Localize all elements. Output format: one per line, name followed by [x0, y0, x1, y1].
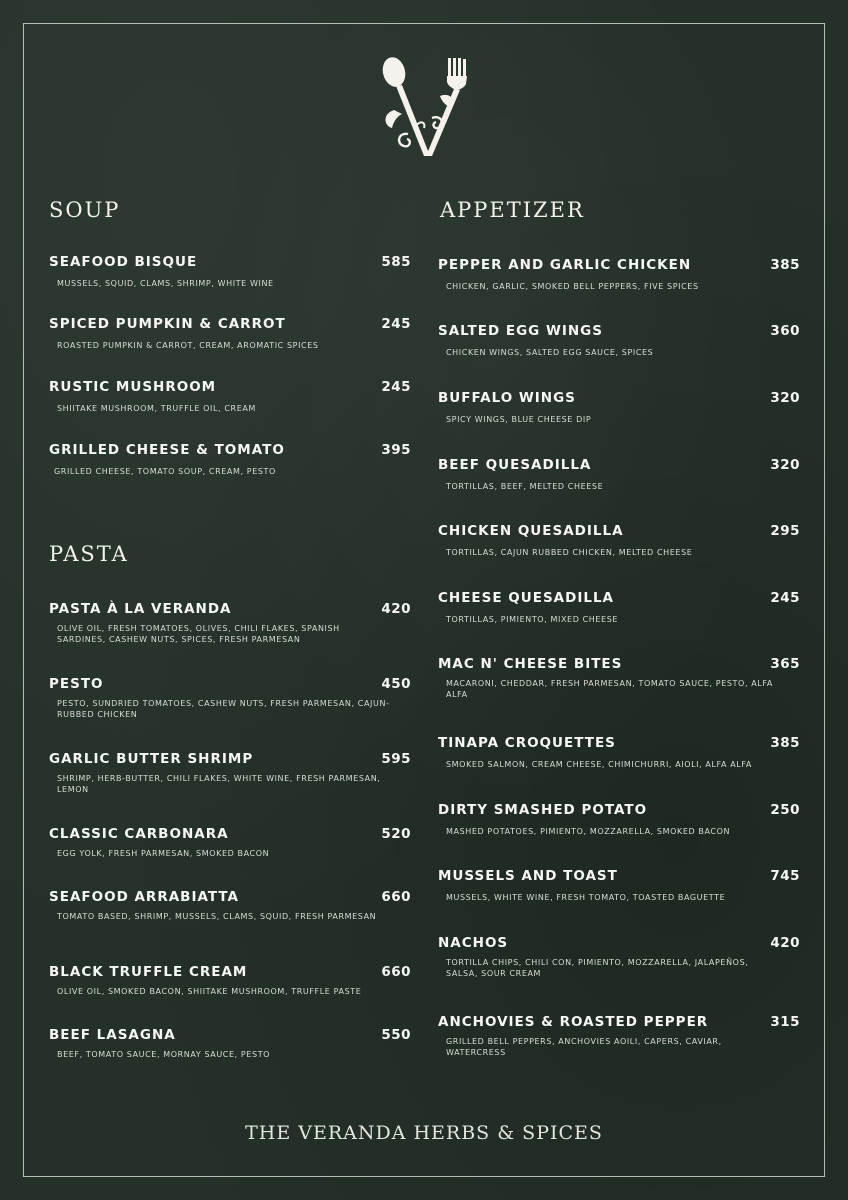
spoon-fork-v-logo-icon	[380, 56, 470, 164]
item-name: PASTA À LA VERANDA	[49, 601, 232, 617]
item-description: GRILLED BELL PEPPERS, ANCHOVIES AOILI, CAPERS, CAVIAR, WATERCRESS	[446, 1037, 722, 1057]
item-name: SEAFOOD ARRABIATTA	[49, 889, 239, 905]
menu-item	[438, 590, 800, 625]
item-description: MASHED POTATOES, PIMIENTO, MOZZARELLA, SMOKED BACON	[446, 827, 731, 836]
item-description: SPICY WINGS, BLUE CHEESE DIP	[446, 415, 592, 424]
item-price: 360	[770, 323, 800, 339]
menu-item	[49, 676, 411, 720]
menu-item	[438, 802, 800, 837]
item-description: PESTO, SUNDRIED TOMATOES, CASHEW NUTS, FRESH PARMESAN, CAJUN-RUBBED CHICKEN	[57, 699, 390, 719]
menu-item	[49, 889, 411, 922]
section-title-soup: SOUP	[49, 198, 121, 222]
item-description: OLIVE OIL, FRESH TOMATOES, OLIVES, CHILI FLAKES, SPANISH SARDINES, CASHEW NUTS, SPICES, FRESH PARMESAN	[57, 624, 340, 644]
item-description: BEEF, TOMATO SAUCE, MORNAY SAUCE, PESTO	[57, 1050, 271, 1059]
item-name: BLACK TRUFFLE CREAM	[49, 964, 248, 980]
item-description: MACARONI, CHEDDAR, FRESH PARMESAN, TOMATO SAUCE, PESTO, ALFA ALFA	[446, 679, 773, 699]
item-description: TORTILLAS, CAJUN RUBBED CHICKEN, MELTED CHEESE	[446, 548, 693, 557]
item-name: RUSTIC MUSHROOM	[49, 379, 217, 395]
item-price: 320	[770, 457, 800, 473]
item-price: 550	[381, 1027, 411, 1043]
menu-item	[438, 935, 800, 979]
section-title-appetizer: APPETIZER	[440, 198, 585, 222]
item-name: SEAFOOD BISQUE	[49, 254, 198, 270]
item-description: TOMATO BASED, SHRIMP, MUSSELS, CLAMS, SQUID, FRESH PARMESAN	[57, 912, 377, 921]
menu-item	[438, 1014, 800, 1058]
item-description: MUSSELS, WHITE WINE, FRESH TOMATO, TOASTED BAGUETTE	[446, 893, 726, 902]
item-price: 420	[770, 935, 800, 951]
menu-item	[49, 316, 411, 351]
item-name: GARLIC BUTTER SHRIMP	[49, 751, 254, 767]
item-price: 365	[770, 656, 800, 672]
restaurant-name-footer: THE VERANDA HERBS & SPICES	[245, 1122, 603, 1144]
item-name: CHEESE QUESADILLA	[438, 590, 615, 606]
item-price: 395	[381, 442, 411, 458]
item-price: 320	[770, 390, 800, 406]
item-price: 250	[770, 802, 800, 818]
item-price: 520	[381, 826, 411, 842]
item-name: GRILLED CHEESE & TOMATO	[49, 442, 285, 458]
item-name: MUSSELS AND TOAST	[438, 868, 618, 884]
item-description: GRILLED CHEESE, TOMATO SOUP, CREAM, PESTO	[54, 467, 276, 476]
section-title-pasta: PASTA	[49, 542, 129, 566]
menu-item	[49, 442, 411, 477]
item-name: TINAPA CROQUETTES	[438, 735, 616, 751]
item-name: SALTED EGG WINGS	[438, 323, 603, 339]
menu-item	[438, 523, 800, 558]
menu-item	[49, 826, 411, 859]
menu-item	[438, 257, 800, 292]
item-name: BEEF QUESADILLA	[438, 457, 592, 473]
item-price: 385	[770, 257, 800, 273]
item-name: CHICKEN QUESADILLA	[438, 523, 624, 539]
item-price: 245	[381, 379, 411, 395]
item-description: TORTILLAS, PIMIENTO, MIXED CHEESE	[446, 615, 619, 624]
item-name: NACHOS	[438, 935, 509, 951]
menu-item	[49, 964, 411, 997]
item-price: 660	[381, 964, 411, 980]
item-price: 245	[770, 590, 800, 606]
item-price: 660	[381, 889, 411, 905]
menu-item	[438, 735, 800, 770]
item-name: MAC N' CHEESE BITES	[438, 656, 623, 672]
menu-item	[438, 457, 800, 492]
item-price: 585	[381, 254, 411, 270]
menu-item	[438, 656, 800, 700]
menu-item	[49, 254, 411, 289]
item-price: 595	[381, 751, 411, 767]
item-description: TORTILLAS, BEEF, MELTED CHEESE	[446, 482, 604, 491]
item-description: CHICKEN, GARLIC, SMOKED BELL PEPPERS, FIVE SPICES	[446, 282, 699, 291]
item-name: ANCHOVIES & ROASTED PEPPER	[438, 1014, 709, 1030]
item-description: ROASTED PUMPKIN & CARROT, CREAM, AROMATIC SPICES	[57, 341, 319, 350]
item-description: TORTILLA CHIPS, CHILI CON, PIMIENTO, MOZZARELLA, JALAPEÑOS, SALSA, SOUR CREAM	[446, 958, 749, 978]
item-name: SPICED PUMPKIN & CARROT	[49, 316, 286, 332]
item-price: 420	[381, 601, 411, 617]
menu-item	[438, 323, 800, 358]
item-name: CLASSIC CARBONARA	[49, 826, 229, 842]
menu-item	[438, 390, 800, 425]
item-price: 245	[381, 316, 411, 332]
menu-item	[49, 379, 411, 414]
item-description: MUSSELS, SQUID, CLAMS, SHRIMP, WHITE WINE	[57, 279, 274, 288]
menu-item	[49, 601, 411, 645]
menu-item	[49, 751, 411, 795]
item-name: PEPPER AND GARLIC CHICKEN	[438, 257, 692, 273]
item-description: SMOKED SALMON, CREAM CHEESE, CHIMICHURRI, AIOLI, ALFA ALFA	[446, 760, 752, 769]
item-description: EGG YOLK, FRESH PARMESAN, SMOKED BACON	[57, 849, 270, 858]
item-name: DIRTY SMASHED POTATO	[438, 802, 648, 818]
item-name: BEEF LASAGNA	[49, 1027, 176, 1043]
item-price: 745	[770, 868, 800, 884]
item-price: 385	[770, 735, 800, 751]
item-description: OLIVE OIL, SMOKED BACON, SHIITAKE MUSHROOM, TRUFFLE PASTE	[57, 987, 362, 996]
menu-item	[49, 1027, 411, 1060]
item-price: 315	[770, 1014, 800, 1030]
item-name: PESTO	[49, 676, 104, 692]
item-name: BUFFALO WINGS	[438, 390, 576, 406]
menu-item	[438, 868, 800, 903]
item-description: SHRIMP, HERB-BUTTER, CHILI FLAKES, WHITE WINE, FRESH PARMESAN, LEMON	[57, 774, 381, 794]
item-description: CHICKEN WINGS, SALTED EGG SAUCE, SPICES	[446, 348, 654, 357]
item-description: SHIITAKE MUSHROOM, TRUFFLE OIL, CREAM	[57, 404, 256, 413]
item-price: 295	[770, 523, 800, 539]
item-price: 450	[381, 676, 411, 692]
